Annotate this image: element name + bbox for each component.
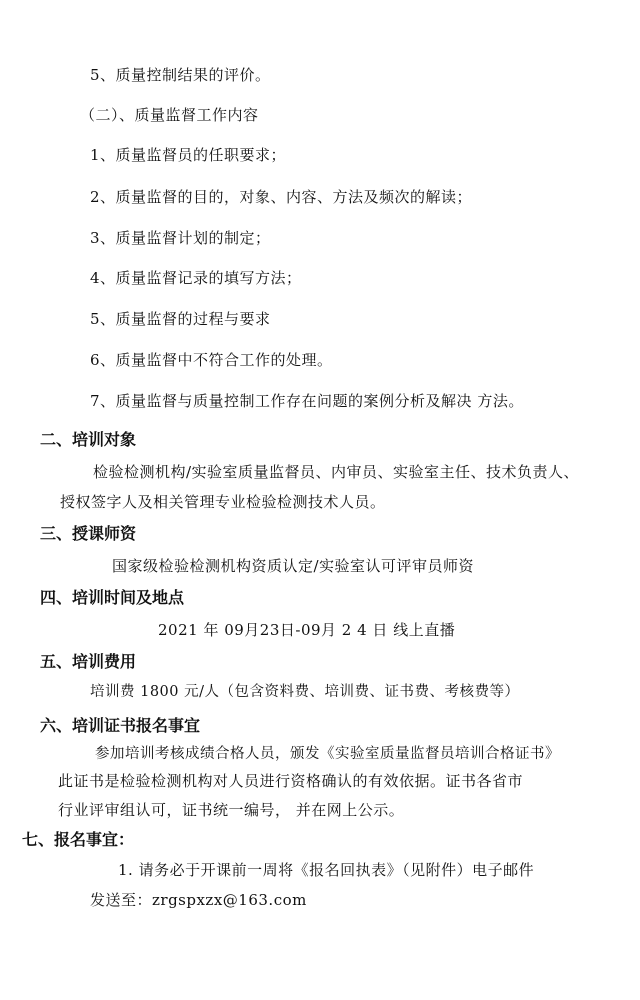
trainees-line-1: 检验检测机构/实验室质量监督员、内审员、实验室主任、技术负责人、	[93, 463, 580, 481]
quality-control-item-5: 5、质量控制结果的评价。	[90, 66, 271, 84]
certificate-line-1: 参加培训考核成绩合格人员，颁发《实验室质量监督员培训合格证书》	[95, 746, 560, 762]
supervision-item-5: 5、质量监督的过程与要求	[90, 310, 271, 328]
trainees-line-2: 授权签字人及相关管理专业检验检测技术人员。	[60, 493, 386, 511]
instructors-line: 国家级检验检测机构资质认定/实验室认可评审员师资	[112, 557, 475, 575]
supervision-item-1: 1、质量监督员的任职要求；	[90, 146, 287, 164]
section-heading-instructors: 三、授课师资	[40, 524, 137, 543]
supervision-item-6: 6、质量监督中不符合工作的处理。	[90, 351, 333, 369]
supervision-item-3: 3、质量监督计划的制定；	[90, 229, 271, 247]
section-heading-registration: 七、报名事宜：	[22, 830, 135, 849]
registration-email-line: 发送至：zrgspxzx@163.com	[90, 891, 307, 909]
certificate-line-2: 此证书是检验检测机构对人员进行资格确认的有效依据。证书各省市	[58, 772, 524, 790]
section-heading-time-location: 四、培训时间及地点	[40, 588, 185, 607]
supervision-item-4: 4、质量监督记录的填写方法；	[90, 269, 302, 287]
time-location-line: 2021 年 09月23日-09月 2 4 日 线上直播	[158, 621, 456, 639]
fee-line: 培训费 1800 元/人（包含资料费、培训费、证书费、考核费等）	[90, 684, 520, 700]
registration-line-1: 1. 请务必于开课前一周将《报名回执表》（见附件）电子邮件	[118, 861, 535, 879]
section-heading-certificate: 六、培训证书报名事宜	[40, 716, 201, 735]
supervision-item-2: 2、质量监督的目的，对象、内容、方法及频次的解读；	[90, 188, 473, 206]
section-heading-trainees: 二、培训对象	[40, 430, 137, 449]
section-heading-fee: 五、培训费用	[40, 652, 137, 671]
certificate-line-3: 行业评审组认可，证书统一编号， 并在网上公示。	[58, 801, 405, 819]
supervision-item-7: 7、质量监督与质量控制工作存在问题的案例分析及解决 方法。	[90, 392, 524, 410]
subsection-title-supervision-content: （二）、质量监督工作内容	[80, 106, 259, 124]
